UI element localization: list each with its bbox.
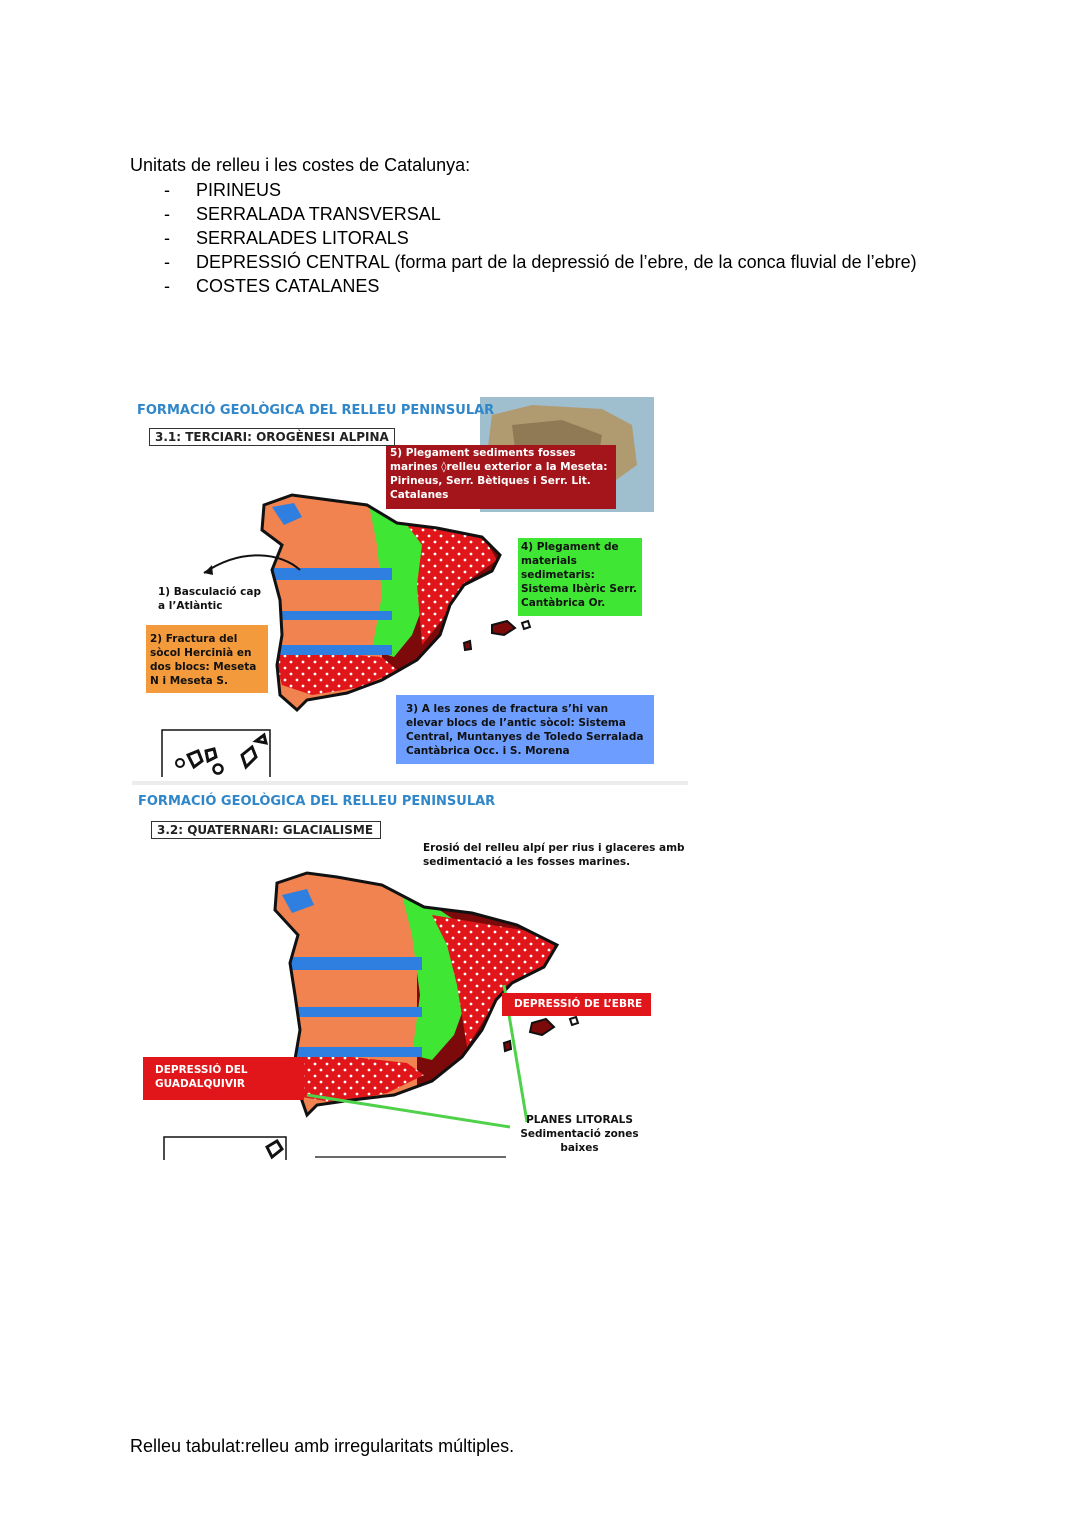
label-fracture: 2) Fractura del sòcol Hercinià en dos blocs: Meseta N i Meseta S. [150,633,257,687]
list-item-text: SERRALADES LITORALS [196,228,409,248]
ebre-depression-label: DEPRESSIÓ DE L’EBRE [514,998,643,1010]
coastal-plains-label [512,1113,647,1155]
section-heading: Unitats de relleu i les costes de Catalunya: [130,155,471,175]
figure-subtitle: 3.2: QUATERNARI: GLACIALISME [151,821,381,839]
quaternary-glaciation-figure [132,785,692,1160]
coastal-plains-title: PLANES LITORALS [526,1114,633,1126]
list-item-text: COSTES CATALANES [196,276,380,296]
list-item: - PIRINEUS [164,180,282,200]
list-item-text: DEPRESSIÓ CENTRAL (forma part de la depressió de l’ebre, de la conca fluvial de l’ebre) [196,252,917,272]
list-item: - SERRALADES LITORALS [164,228,409,248]
guadalquivir-depression-label: DEPRESSIÓ DEL GUADALQUIVIR [155,1064,248,1090]
figure-title: FORMACIÓ GEOLÒGICA DEL RELLEU PENINSULAR [137,403,495,418]
list-item-text: PIRINEUS [196,180,282,200]
tertiary-orogeny-figure [132,395,687,777]
list-item: - SERRALADA TRANSVERSAL [164,204,441,224]
label-uplift-blocks: 3) A les zones de fractura s’hi van elevar blocs de l’antic sòcol: Sistema Central, Muntanyes de Toledo Serralada Cantàbrica Occ. i S. Morena [406,703,644,757]
coastal-plains-body: Sedimentació zones baixes [520,1128,639,1154]
list-item-text: SERRALADA TRANSVERSAL [196,204,441,224]
label-tilting: 1) Basculació cap a l’Atlàntic [158,586,262,612]
label-folding-marine: 5) Plegament sediments fosses marines ◊relleu exterior a la Meseta: Pirineus, Serr. Bètiques i Serr. Lit. Catalanes [390,447,608,501]
relief-units-list [160,178,917,298]
list-item: - COSTES CATALANES [164,276,380,296]
figure-title: FORMACIÓ GEOLÒGICA DEL RELLEU PENINSULAR [138,794,496,809]
footer-note: Relleu tabulat:relleu amb irregularitats múltiples. [130,1436,515,1456]
figure-subtitle: 3.1: TERCIARI: OROGÈNESI ALPINA [149,428,395,446]
erosion-note: Erosió del relleu alpí per rius i glaceres amb sedimentació a les fosses marines. [423,842,685,868]
list-item: - DEPRESSIÓ CENTRAL (forma part de la depressió de l’ebre, de la conca fluvial de l’ebre) [164,252,917,272]
label-folding-sedimentary: 4) Plegament de materials sedimetaris: Sistema Ibèric Serr. Cantàbrica Or. [521,541,637,609]
